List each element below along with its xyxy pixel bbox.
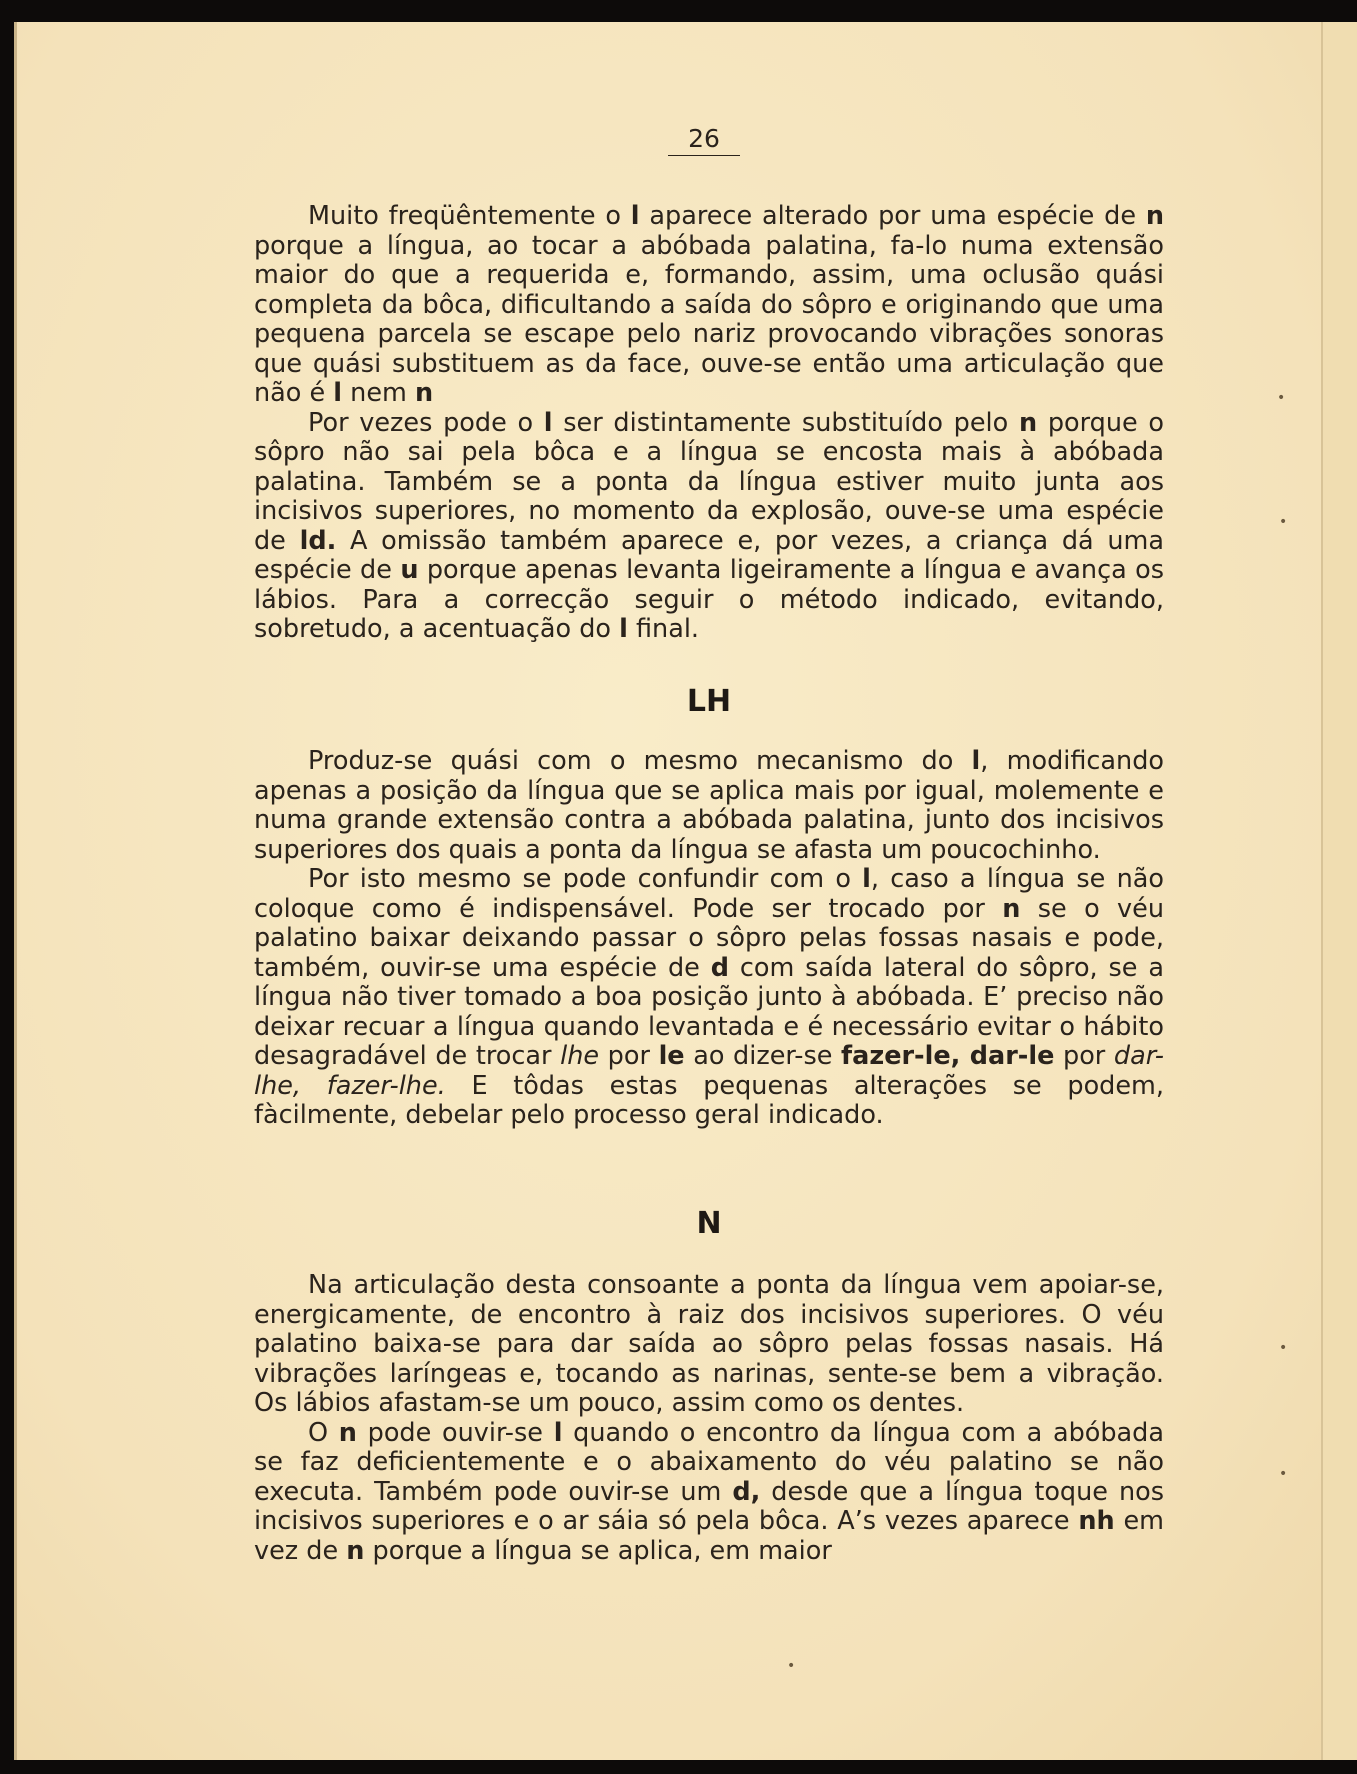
paragraph <box>254 865 1164 1131</box>
bold-letter: l <box>630 201 640 231</box>
margin-mark: • <box>1277 390 1286 406</box>
section-n-text <box>254 1271 1164 1566</box>
text-run: Por isto mesmo se pode confundir com o <box>308 864 863 894</box>
bold-letter: n <box>1018 407 1038 438</box>
bold-letter: u <box>400 555 419 585</box>
bold-letter: l <box>971 746 981 776</box>
section-heading-lh: LH <box>686 684 732 719</box>
bold-letter: ld. <box>299 525 337 556</box>
italic-text: dar-lhe, fazer-lhe. <box>254 1041 1165 1101</box>
text-run: ao dizer-se <box>684 1041 842 1071</box>
text-run: porque a língua, ao tocar a abóbada palatina, fa-lo numa extensão maior do que a requerida e, formando, assim, uma oclusão quási completa da bôca, dificultando a saída do sôpro e originando que uma pequena parcela se escape pelo nariz provocando vibrações sonoras que quási substituem as da face, ouve-se então uma articulação que não é <box>254 230 1164 408</box>
margin-mark: • <box>1279 514 1288 530</box>
bold-letter: l <box>619 614 628 644</box>
paragraph <box>254 1419 1164 1567</box>
next-page-edge <box>1323 22 1357 1760</box>
text-run: ser distintamente substituído pelo <box>552 407 1019 438</box>
bold-letter: n <box>1145 201 1164 231</box>
text-run: em vez de <box>254 1506 1165 1566</box>
text-run: pode ouvir-se <box>356 1417 554 1448</box>
bold-letter: fazer-le, dar-le <box>841 1041 1055 1071</box>
paragraph <box>254 747 1164 865</box>
text-run: Por vezes pode o <box>308 407 544 438</box>
text-run: porque apenas levanta ligeiramente a língua e avança os lábios. Para a correcção seguir o método indicado, evitando, sobretudo, a acentuação do <box>254 555 1165 644</box>
bold-letter: l <box>333 378 343 408</box>
text-run: desde que a língua toque nos incisivos superiores e o ar sáia só pela bôca. A’s vezes aparece <box>254 1476 1165 1536</box>
bold-letter: d <box>710 952 729 983</box>
paragraph <box>254 409 1164 645</box>
bold-letter: l <box>553 1417 563 1448</box>
text-run: aparece alterado por uma espécie de <box>639 201 1146 231</box>
text-run: E tôdas estas pequenas alterações se podem, fàcilmente, debelar pelo processo geral indicado. <box>254 1070 1164 1130</box>
text-run: Na articulação desta consoante a ponta da língua vem apoiar-se, energicamente, de encontro à raiz dos incisivos superiores. O véu palatino baixa-se para dar saída ao sôpro pelas fossas nasais. Há vibrações laríngeas e, tocando as narinas, sente-se bem a vibração. Os lábios afastam-se um pouco, assim como os dentes. <box>254 1270 1164 1418</box>
text-run: Muito freqüêntemente o <box>308 201 631 231</box>
bold-letter: n <box>1002 893 1021 924</box>
text-run: com saída lateral do sôpro, se a língua não tiver tomado a boa posição junto à abóbada. E’ preciso não deixar recuar a língua quando levantada e é necessário evitar o hábito desagradável de trocar <box>254 952 1164 1071</box>
section-lh-text <box>254 747 1164 1131</box>
margin-mark: • <box>1279 1340 1288 1356</box>
section-l-text <box>254 202 1164 645</box>
text-run: final. <box>627 614 700 644</box>
text-run: por <box>1054 1041 1114 1071</box>
text-run: O <box>308 1417 339 1448</box>
page-number: 26 <box>668 124 740 156</box>
text-run: A omissão também aparece e, por vezes, a criança dá uma espécie de <box>254 525 1164 585</box>
bold-letter: l <box>862 864 871 894</box>
margin-mark: • <box>787 1658 796 1674</box>
bold-letter: l <box>543 407 553 438</box>
bold-letter: n <box>338 1417 357 1448</box>
bold-letter: le <box>658 1041 685 1071</box>
section-heading-n: N <box>696 1206 722 1241</box>
paragraph <box>254 1271 1164 1419</box>
bold-letter: nh <box>1078 1506 1115 1536</box>
text-run: porque o sôpro não sai pela bôca e a língua se encosta mais à abóbada palatina. Também se a ponta da língua estiver muito junta aos incisivos superiores, no momento da explosão, ouve-se uma espécie de <box>254 407 1164 556</box>
text-run: porque a língua se aplica, em maior <box>364 1535 832 1566</box>
text-run: quando o encontro da língua com a abóbada se faz deficientemente e o abaixamento do véu palatino se não executa. Também pode ouvir-se um <box>254 1417 1164 1507</box>
text-run: nem <box>342 378 415 408</box>
bold-letter: n <box>346 1535 365 1566</box>
text-run: por <box>599 1041 659 1071</box>
text-run: Produz-se quási com o mesmo mecanismo do <box>308 746 972 776</box>
bold-letter: n <box>414 378 434 408</box>
text-run: , modificando apenas a posição da língua que se aplica mais por igual, molemente e numa grande extensão contra a abóbada palatina, junto dos incisivos superiores dos quais a ponta da língua se afasta um poucochinho. <box>254 746 1164 865</box>
italic-text: lhe <box>560 1041 600 1071</box>
text-run: se o véu palatino baixar deixando passar o sôpro pelas fossas nasais e pode, também, ouvir-se uma espécie de <box>254 893 1164 983</box>
paragraph <box>254 202 1164 409</box>
bold-letter: d, <box>732 1476 761 1507</box>
text-run: , caso a língua se não coloque como é indispensável. Pode ser trocado por <box>254 864 1164 924</box>
margin-mark: • <box>1279 1466 1288 1482</box>
